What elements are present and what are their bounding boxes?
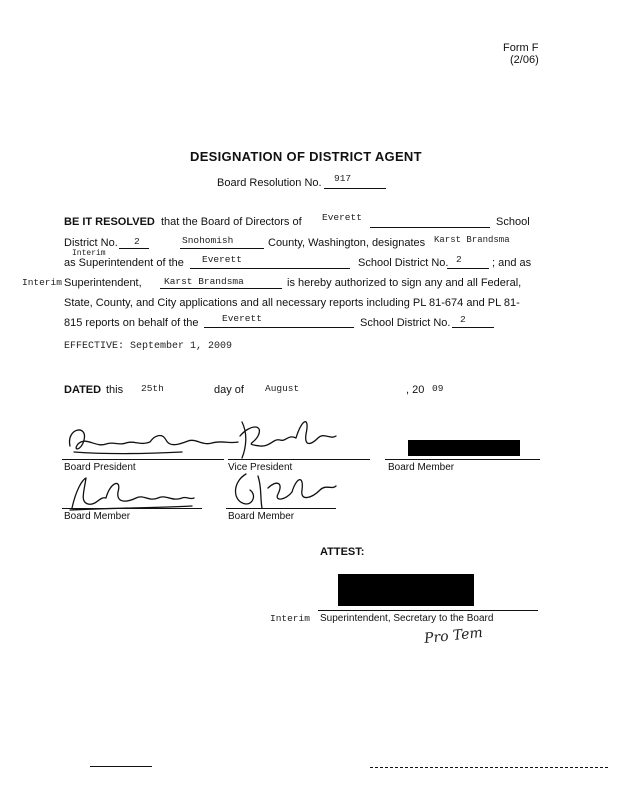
board-member-2-signature-line xyxy=(62,508,202,509)
board-member-2-caption: Board Member xyxy=(64,511,131,522)
school-district-no-2: School District No. xyxy=(360,317,451,329)
attest-label: ATTEST: xyxy=(320,546,365,558)
county-name: Snohomish xyxy=(182,235,234,246)
pro-tem-annotation: Pro Tem xyxy=(423,624,484,648)
reports-text: 815 reports on behalf of the xyxy=(64,317,199,329)
dated-year: 09 xyxy=(432,383,444,394)
applications-text: State, County, and City applications and all necessary reports including PL 81-674 and PL 81- xyxy=(64,297,520,309)
vice-president-signature xyxy=(230,414,340,460)
dated-this: this xyxy=(106,384,124,396)
district-name-1: Everett xyxy=(322,212,362,223)
dated-day: 25th xyxy=(141,383,164,394)
dated-year-prefix: , 20 xyxy=(406,384,425,396)
redaction-block xyxy=(408,440,520,456)
designee-2-underline xyxy=(160,288,282,289)
president-signature-line xyxy=(62,459,224,460)
district-no-3-underline xyxy=(452,327,494,328)
district-no-1: 2 xyxy=(134,236,140,247)
attest-caption: Superintendent, Secretary to the Board xyxy=(320,613,494,624)
footer-line-right xyxy=(370,767,608,768)
vice-president-signature-line xyxy=(228,459,370,460)
board-member-3-signature-line xyxy=(226,508,336,509)
authorized-text: is hereby authorized to sign any and all Federal, xyxy=(287,277,522,289)
resolution-number: 917 xyxy=(334,173,352,184)
designee-name-2: Karst Brandsma xyxy=(164,276,244,287)
district-no-3: 2 xyxy=(460,314,466,325)
board-president-caption: Board President xyxy=(64,462,136,473)
district-no-2: 2 xyxy=(456,254,462,265)
county-text: County, Washington, designates xyxy=(268,237,426,249)
designee-name: Karst Brandsma xyxy=(434,235,510,245)
resolution-underline xyxy=(324,188,386,189)
document-title: DESIGNATION OF DISTRICT AGENT xyxy=(190,149,422,164)
board-member-1-signature-line xyxy=(385,459,540,460)
board-member-3-caption: Board Member xyxy=(228,511,295,522)
effective-date: EFFECTIVE: September 1, 2009 xyxy=(64,341,233,352)
president-signature xyxy=(62,422,242,462)
footer-line-left xyxy=(90,766,152,767)
board-member-3-signature xyxy=(228,468,338,512)
form-date: (2/06) xyxy=(510,54,539,66)
as-superintendent-text: as Superintendent of the xyxy=(64,257,184,269)
interim-small-note: Interim xyxy=(72,249,106,258)
dated-label: DATED xyxy=(64,384,102,396)
form-number: Form F xyxy=(503,42,539,54)
resolved-text: that the Board of Directors of xyxy=(161,216,302,228)
interim-margin-note: Interim xyxy=(22,277,62,288)
and-as-text: ; and as xyxy=(492,257,532,269)
resolved-heading: BE IT RESOLVED xyxy=(64,216,155,228)
district-name-3: Everett xyxy=(222,313,262,324)
attest-interim-note: Interim xyxy=(270,613,310,624)
district-name-1-underline xyxy=(370,227,490,228)
county-underline xyxy=(180,248,264,249)
district-name-3-underline xyxy=(204,327,354,328)
dated-month: August xyxy=(265,383,300,394)
district-no-label: District No. xyxy=(64,237,118,249)
school-word: School xyxy=(496,216,530,228)
district-no-1-underline xyxy=(119,248,149,249)
attest-signature-line xyxy=(318,610,538,611)
attest-redaction-block xyxy=(338,574,474,606)
vice-president-caption: Vice President xyxy=(228,462,293,473)
district-name-2-underline xyxy=(190,268,350,269)
dated-day-of: day of xyxy=(214,384,244,396)
district-no-2-underline xyxy=(447,268,489,269)
school-district-no-1: School District No. xyxy=(358,257,449,269)
resolution-label: Board Resolution No. xyxy=(217,177,322,189)
board-member-1-caption: Board Member xyxy=(388,462,455,473)
superintendent-text: Superintendent, xyxy=(64,277,142,289)
district-name-2: Everett xyxy=(202,254,242,265)
